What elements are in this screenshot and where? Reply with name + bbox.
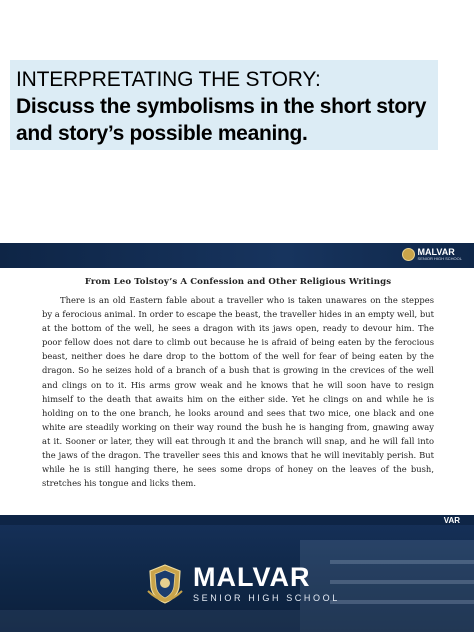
- school-crest-icon: [146, 563, 184, 605]
- ground-backdrop: [0, 610, 300, 632]
- header-logo-sub: SENIOR HIGH SCHOOL: [417, 256, 462, 261]
- header-logo-name: MALVAR: [417, 247, 455, 257]
- school-seal-icon: [402, 248, 415, 261]
- header-logo: [402, 248, 462, 261]
- malvar-logo: [146, 563, 340, 605]
- excerpt-page: [28, 268, 448, 515]
- slide-title-heading: INTERPRETATING THE STORY:: [16, 68, 321, 91]
- title-slide: [0, 0, 474, 243]
- slide-title-prompt: Discuss the symbolisms in the short story and story’s possible meaning.: [16, 95, 427, 145]
- building-floor-line: [330, 600, 474, 604]
- slide-title-box: [10, 60, 438, 150]
- excerpt-body: There is an old Eastern fable about a traveller who is taken unawares on the steppes by a ferocious animal. In order to escape the beast, the traveller hides in an empty well, but at the bottom of the well, he sees a dragon with its jaws open, ready to devour him. The poor fellow does not dare to climb out because he is afraid of being eaten by the ferocious beast, neither does he dare drop to the bottom of the well for fear of being eaten by the dragon. So he seizes hold of a branch of a bush that is growing in the crevices of the well and clings on to it. His arms grow weak and he knows that he will soon have to resign himself to the death that awaits him on the either side. Yet he clings on and while he is holding on to the one branch, he looks around and sees that two mice, one black and one white are steadily working on their way round the bush he is hanging from, gnawing away at it. Sooner or later, they will eat through it and the branch will snap, and he will fall into the jaws of the dragon. The traveller sees this and knows that he will inevitably perish. But while he is still hanging there, he sees some drops of honey on the leaves of the bush, stretches his tongue and licks them.: [42, 295, 434, 489]
- building-floor-line: [330, 580, 474, 584]
- footer-stripe-tag: VAR: [443, 516, 460, 525]
- header-band: [0, 243, 474, 268]
- brand-subtitle: SENIOR HIGH SCHOOL: [193, 593, 340, 603]
- brand-name: MALVAR: [193, 562, 311, 592]
- building-floor-line: [330, 560, 474, 564]
- excerpt-heading: From Leo Tolstoy’s A Confession and Other Religious Writings: [84, 277, 392, 287]
- footer-stripe: [0, 515, 474, 525]
